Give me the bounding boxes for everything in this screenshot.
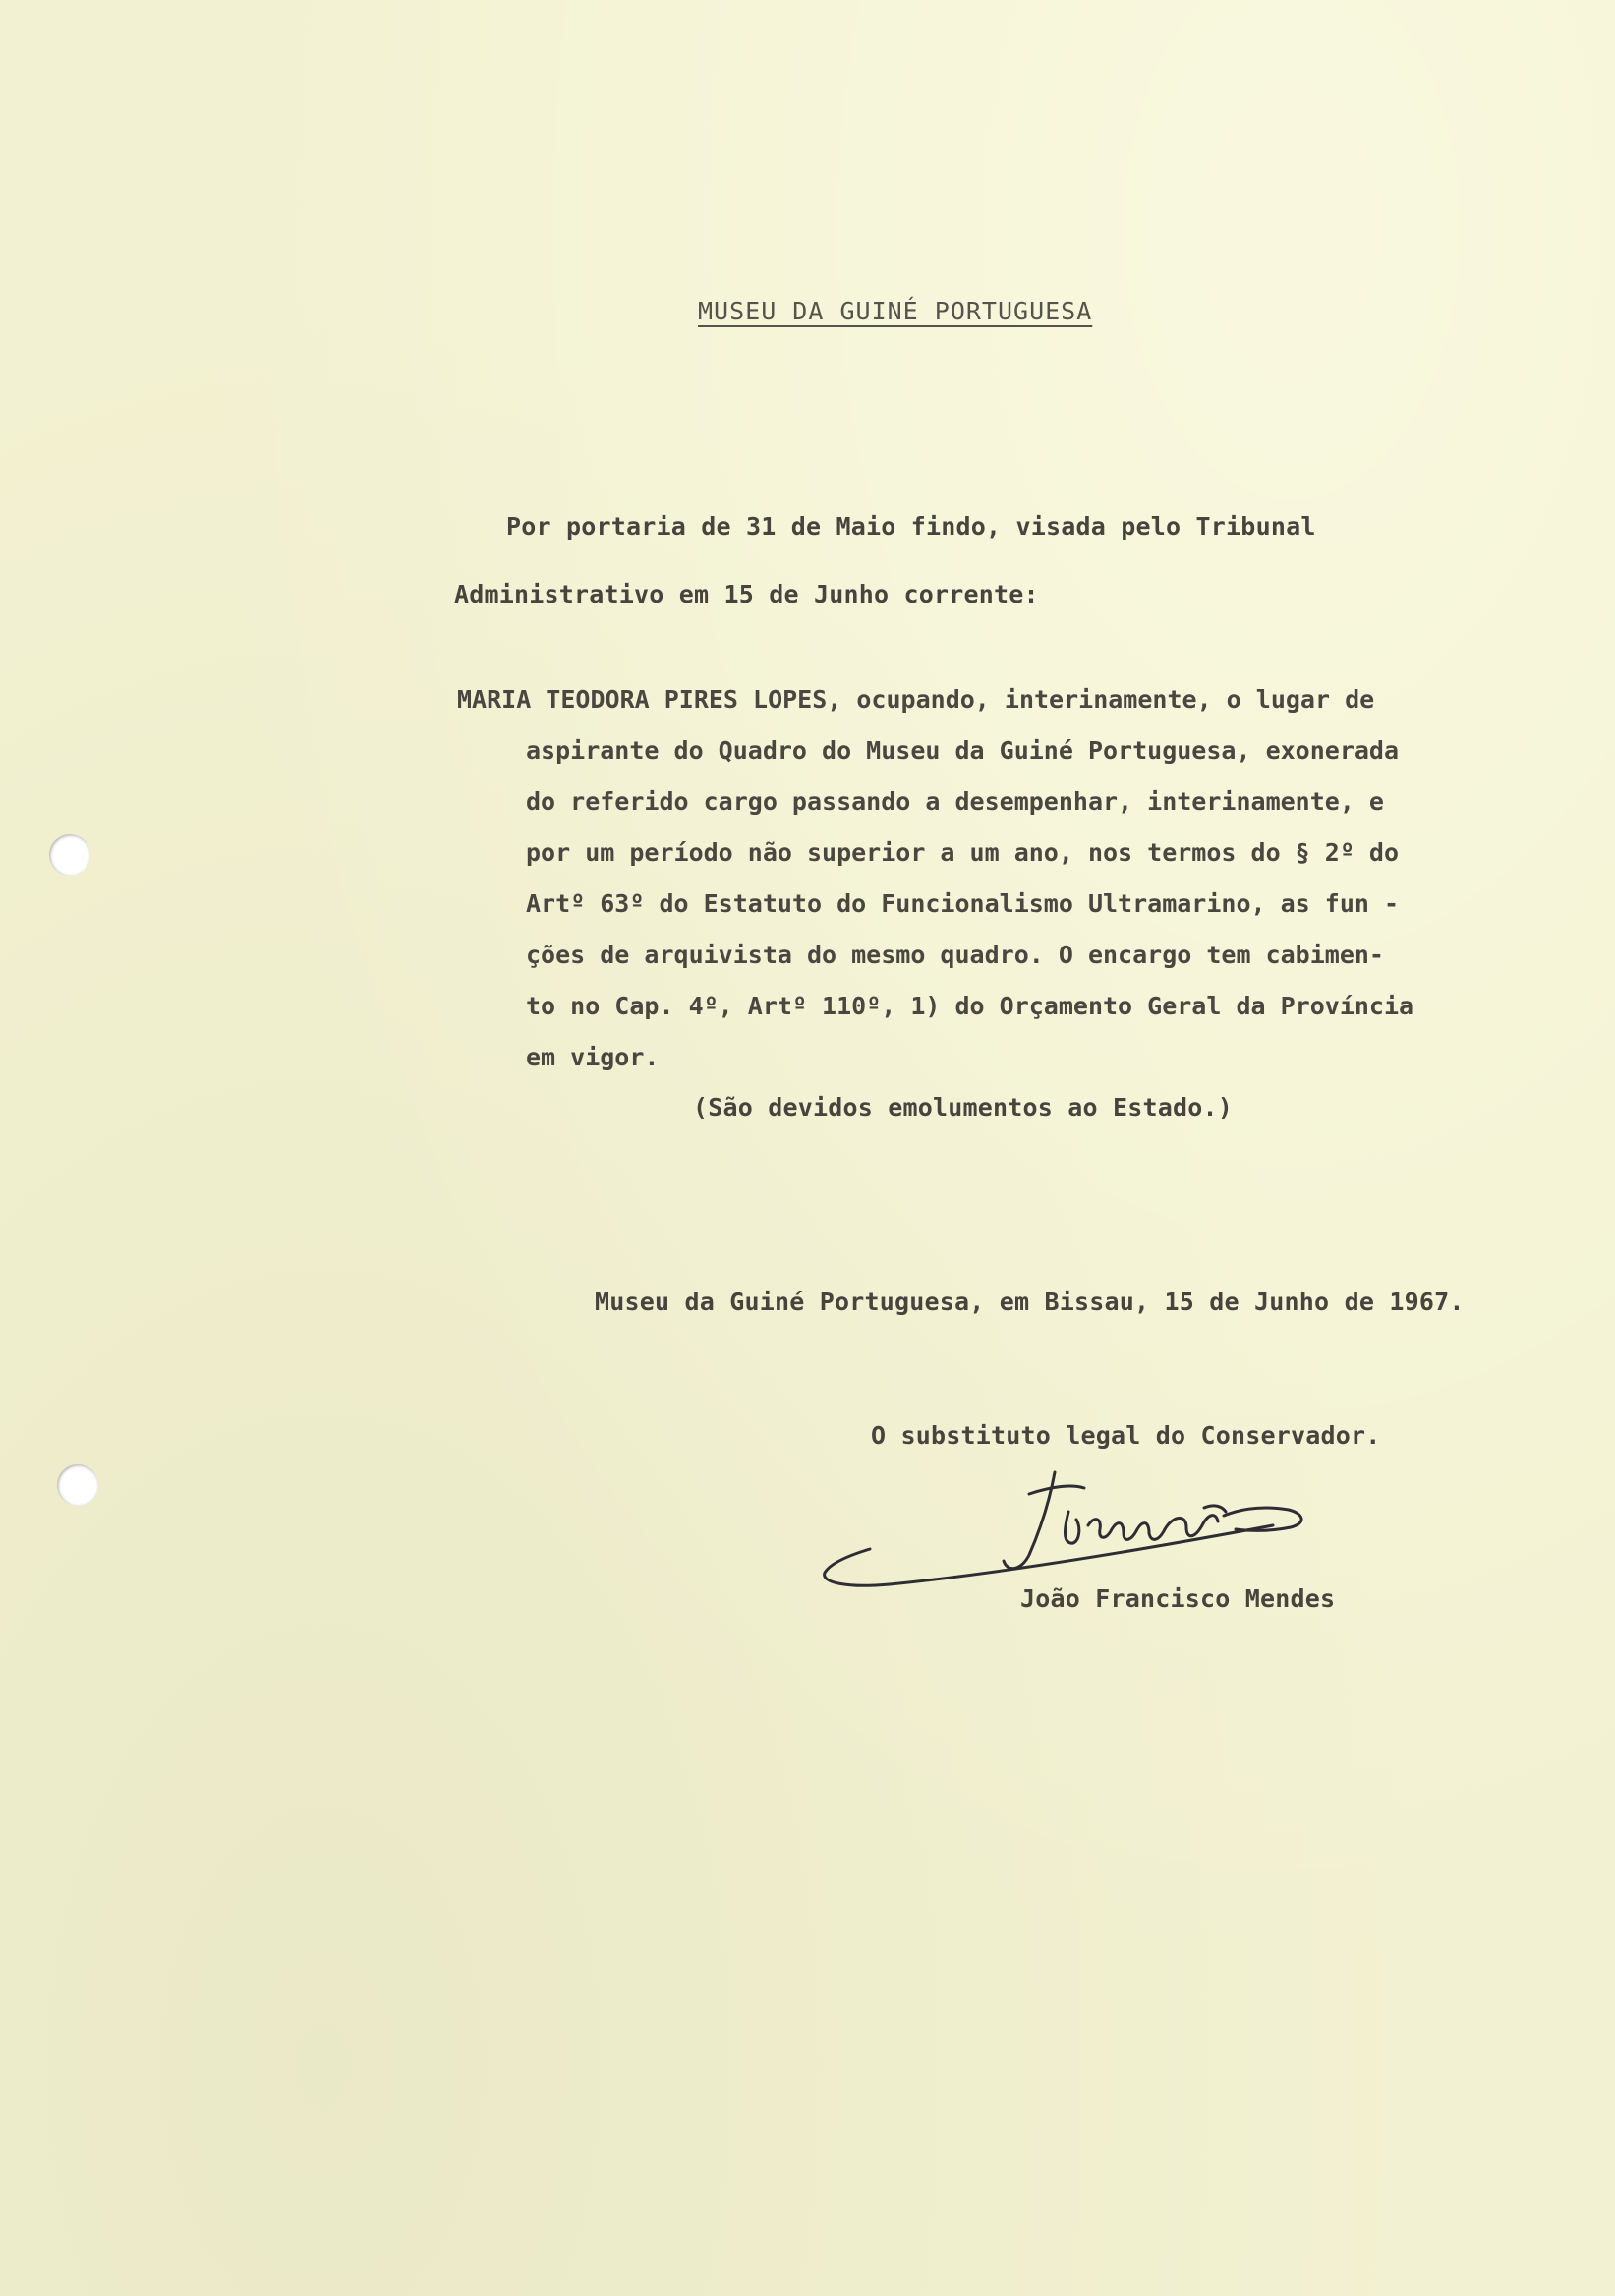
resolution-line: Artº 63º do Estatuto do Funcionalismo Ultramarino, as fun -: [526, 890, 1400, 918]
punch-hole-bottom: [57, 1464, 98, 1506]
intro-line-1: Por portaria de 31 de Maio findo, visada pelo Tribunal: [506, 512, 1316, 541]
resolution-line: ções de arquivista do mesmo quadro. O encargo tem cabimen-: [526, 941, 1384, 969]
resolution-paragraph: [457, 674, 1479, 1083]
place-date-line: Museu da Guiné Portuguesa, em Bissau, 15 de Junho de 1967.: [595, 1288, 1465, 1316]
handwritten-signature: [811, 1464, 1342, 1592]
emoluments-note: (São devidos emolumentos ao Estado.): [693, 1093, 1234, 1121]
resolution-line: do referido cargo passando a desempenhar, interinamente, e: [526, 787, 1384, 816]
punch-hole-top: [49, 834, 90, 876]
document-heading: MUSEU DA GUINÉ PORTUGUESA: [698, 297, 1093, 325]
signatory-title: O substituto legal do Conservador.: [871, 1421, 1381, 1450]
resolution-line: aspirante do Quadro do Museu da Guiné Portuguesa, exonerada: [526, 736, 1400, 765]
signatory-name: João Francisco Mendes: [1020, 1584, 1336, 1613]
resolution-line: to no Cap. 4º, Artº 110º, 1) do Orçamento Geral da Província: [526, 992, 1414, 1020]
intro-line-2: Administrativo em 15 de Junho corrente:: [454, 580, 1039, 608]
resolution-line: por um período não superior a um ano, nos termos do § 2º do: [526, 838, 1400, 867]
resolution-line: em vigor.: [526, 1043, 660, 1071]
resolution-line: MARIA TEODORA PIRES LOPES, ocupando, interinamente, o lugar de: [457, 685, 1375, 714]
